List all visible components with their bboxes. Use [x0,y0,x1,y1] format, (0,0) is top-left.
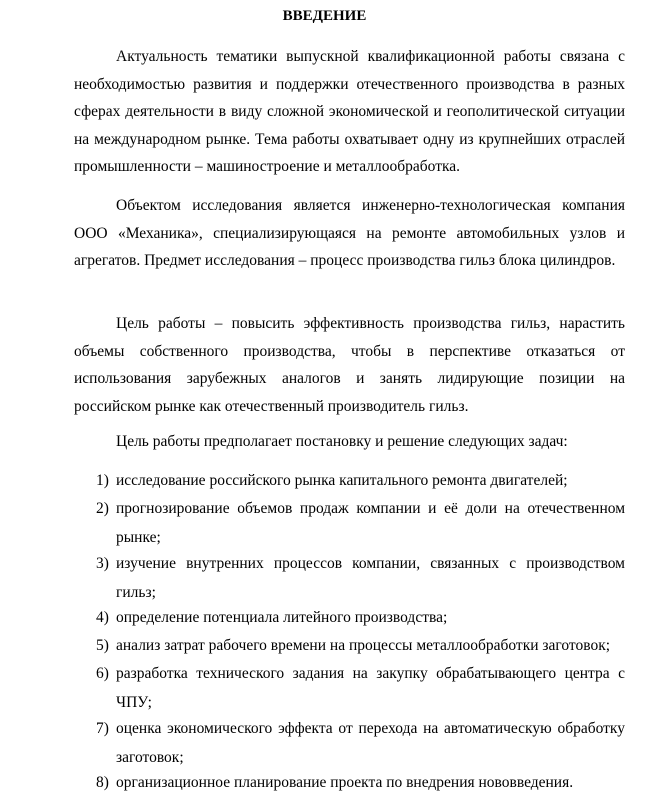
list-item-text: определение потенциала литейного производства; [116,609,448,626]
page-title: ВВЕДЕНИЕ [282,8,367,24]
list-item [74,604,625,633]
list-item-number: 1) [96,472,109,489]
list-item-number: 4) [96,609,109,626]
list-item-number: 6) [96,665,109,682]
paragraph-relevance: Актуальность тематики выпускной квалификационной работы связана с необходимостью развития и поддержки отечественного производства в разных сферах деятельности в виду сложной экономической и геополитической ситуации на международном рынке. Тема работы охватывает одну из крупнейших отраслей промышленности – машиностроение и металлообработка. [74,48,625,176]
list-item-number: 2) [96,500,109,517]
list-item [74,632,625,661]
list-item-number: 8) [96,774,109,791]
list-item-text: изучение внутренних процессов компании, связанных с производством гильз; [116,555,625,601]
list-item [74,660,625,717]
paragraph-tasks-intro: Цель работы предполагает постановку и решение следующих задач: [116,433,568,450]
list-item-number: 3) [96,555,109,572]
list-item-text: оценка экономического эффекта от перехода на автоматическую обработку заготовок; [116,720,625,766]
list-item-number: 5) [96,637,109,654]
list-item-number: 7) [96,720,109,737]
list-item-text: прогнозирование объемов продаж компании и её доли на отечественном рынке; [116,500,625,546]
list-item-text: разработка технического задания на закупку обрабатывающего центра с ЧПУ; [116,665,625,711]
list-item-text: исследование российского рынка капитального ремонта двигателей; [116,472,568,489]
list-item-text: анализ затрат рабочего времени на процессы металлообработки заготовок; [116,637,611,654]
paragraph-object: Объектом исследования является инженерно-технологическая компания ООО «Механика», специализирующаяся на ремонте автомобильных узлов и агрегатов. Предмет исследования – процесс производства гильз блока цилиндров. [74,197,625,270]
list-item [74,769,625,798]
list-item-text: организационное планирование проекта по внедрения нововведения. [116,774,574,791]
list-item [74,550,625,607]
list-item [74,495,625,552]
list-item [74,715,625,772]
paragraph-goal: Цель работы – повысить эффективность производства гильз, нарастить объемы собственного производства, чтобы в перспективе отказаться от использования зарубежных аналогов и занять лидирующие позиции на российском рынке как отечественный производитель гильз. [74,315,625,415]
list-item [74,467,625,496]
